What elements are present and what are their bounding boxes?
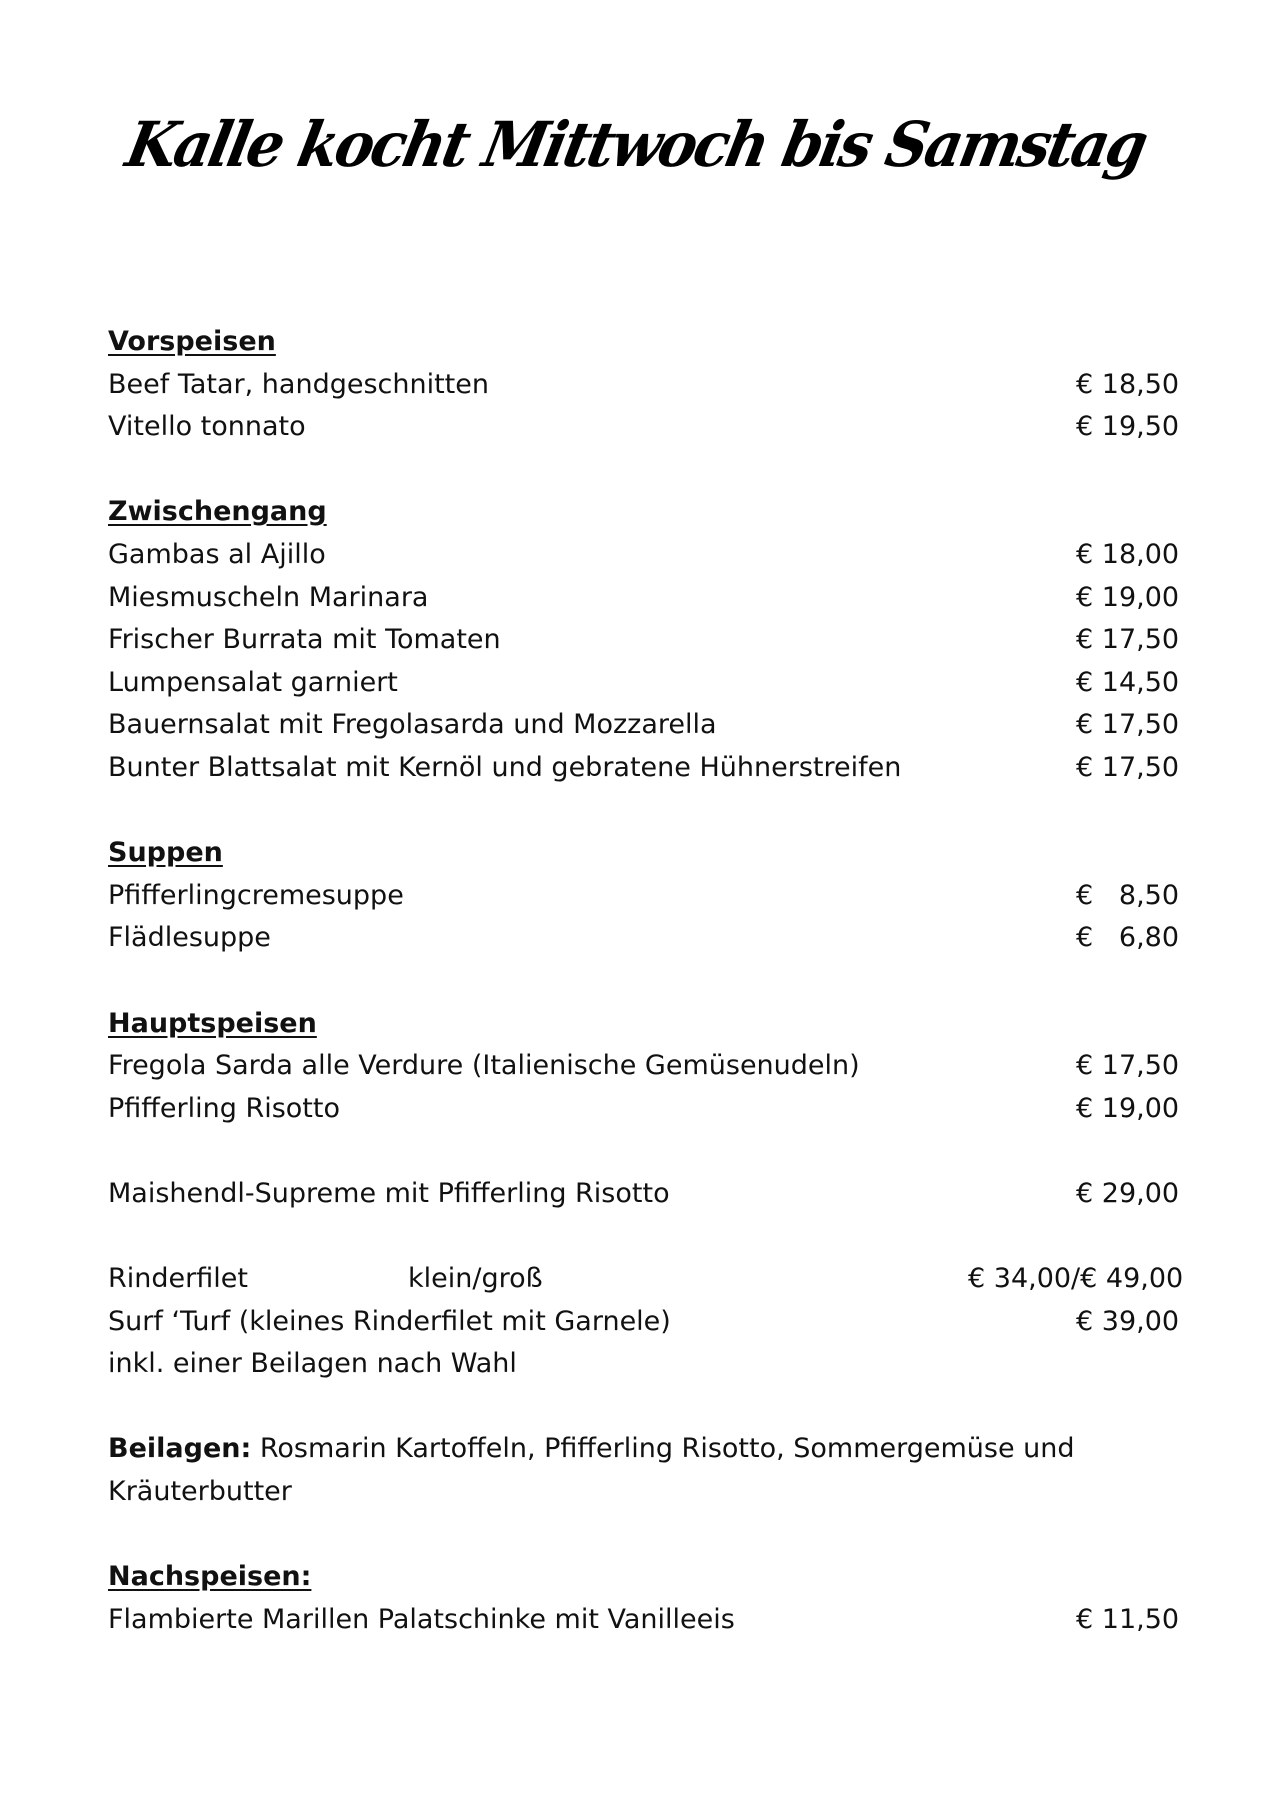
menu-item	[108, 917, 1183, 960]
section-spacer	[108, 960, 1183, 1003]
dish-price: € 18,00	[1076, 538, 1180, 570]
menu-item	[108, 704, 1183, 747]
dish-name: Maishendl-Supreme mit Pfifferling Risotto	[108, 1177, 670, 1209]
portion-size-label: klein/groß	[408, 1263, 543, 1295]
dish-name: Gambas al Ajillo	[108, 538, 326, 570]
beilagen-paragraph	[108, 1428, 1108, 1513]
dish-price: € 34,00/€ 49,00	[968, 1263, 1184, 1295]
dish-price: € 14,50	[1076, 666, 1180, 698]
section-heading-zwischengang: Zwischengang	[108, 496, 327, 528]
dish-name: Bunter Blattsalat mit Kernöl und gebratene Hühnerstreifen	[108, 751, 902, 783]
beilagen-label: Beilagen:	[108, 1433, 252, 1465]
dish-price: € 17,50	[1076, 624, 1180, 656]
menu-body	[108, 321, 1183, 1641]
dish-price: € 19,00	[1076, 581, 1180, 613]
dish-name: Bauernsalat mit Fregolasarda und Mozzarella	[108, 709, 717, 741]
dish-name: Rinderfilet	[108, 1263, 248, 1295]
dish-name: Flädlesuppe	[108, 922, 271, 954]
menu-item	[108, 1258, 1183, 1301]
menu-item	[108, 364, 1183, 407]
dish-name: Fregola Sarda alle Verdure (Italienische Gemüsenudeln)	[108, 1050, 860, 1082]
menu-item	[108, 747, 1183, 790]
dish-price: € 17,50	[1076, 709, 1180, 741]
dish-name: Frischer Burrata mit Tomaten	[108, 624, 501, 656]
dish-name: Beef Tatar, handgeschnitten	[108, 368, 489, 400]
menu-item	[108, 875, 1183, 918]
menu-item	[108, 406, 1183, 449]
section-heading-hauptspeisen: Hauptspeisen	[108, 1007, 317, 1039]
section-spacer	[108, 1514, 1183, 1557]
menu-item	[108, 1088, 1183, 1131]
dish-price: € 8,50	[1076, 879, 1180, 911]
menu-title: Kalle kocht Mittwoch bis Samstag	[120, 108, 1152, 181]
section-spacer	[108, 449, 1183, 492]
section-spacer	[108, 1386, 1183, 1429]
menu-item	[108, 577, 1183, 620]
dish-price: € 39,00	[1076, 1305, 1180, 1337]
dish-name: Lumpensalat garniert	[108, 666, 398, 698]
section-heading-suppen: Suppen	[108, 837, 223, 869]
dish-name: Surf ‘Turf (kleines Rinderfilet mit Garnele)	[108, 1305, 671, 1337]
dish-price: € 18,50	[1076, 368, 1180, 400]
dish-price: € 17,50	[1076, 751, 1180, 783]
menu-item	[108, 662, 1183, 705]
section-spacer	[108, 1215, 1183, 1258]
menu-item	[108, 1599, 1183, 1642]
menu-item	[108, 1045, 1183, 1088]
side-dish-note: inkl. einer Beilagen nach Wahl	[108, 1348, 517, 1380]
dish-price: € 6,80	[1076, 922, 1180, 954]
dish-price: € 17,50	[1076, 1050, 1180, 1082]
dish-price: € 19,50	[1076, 411, 1180, 443]
dish-name: Miesmuscheln Marinara	[108, 581, 429, 613]
menu-item	[108, 1173, 1183, 1216]
menu-item	[108, 619, 1183, 662]
menu-item	[108, 1301, 1183, 1344]
menu-item	[108, 534, 1183, 577]
section-heading-nachspeisen: Nachspeisen:	[108, 1561, 312, 1593]
dish-name: Vitello tonnato	[108, 411, 306, 443]
section-spacer	[108, 790, 1183, 833]
section-spacer	[108, 1130, 1183, 1173]
dish-name: Pfifferlingcremesuppe	[108, 879, 404, 911]
section-heading-vorspeisen: Vorspeisen	[108, 326, 276, 357]
beilagen-text: Rosmarin Kartoffeln, Pfifferling Risotto, Sommergemüse und Kräuterbutter	[108, 1433, 1075, 1508]
dish-name: Flambierte Marillen Palatschinke mit Vanilleeis	[108, 1603, 735, 1635]
dish-price: € 29,00	[1076, 1177, 1180, 1209]
dish-name: Pfifferling Risotto	[108, 1092, 340, 1124]
dish-price: € 19,00	[1076, 1092, 1180, 1124]
dish-price: € 11,50	[1076, 1603, 1180, 1635]
